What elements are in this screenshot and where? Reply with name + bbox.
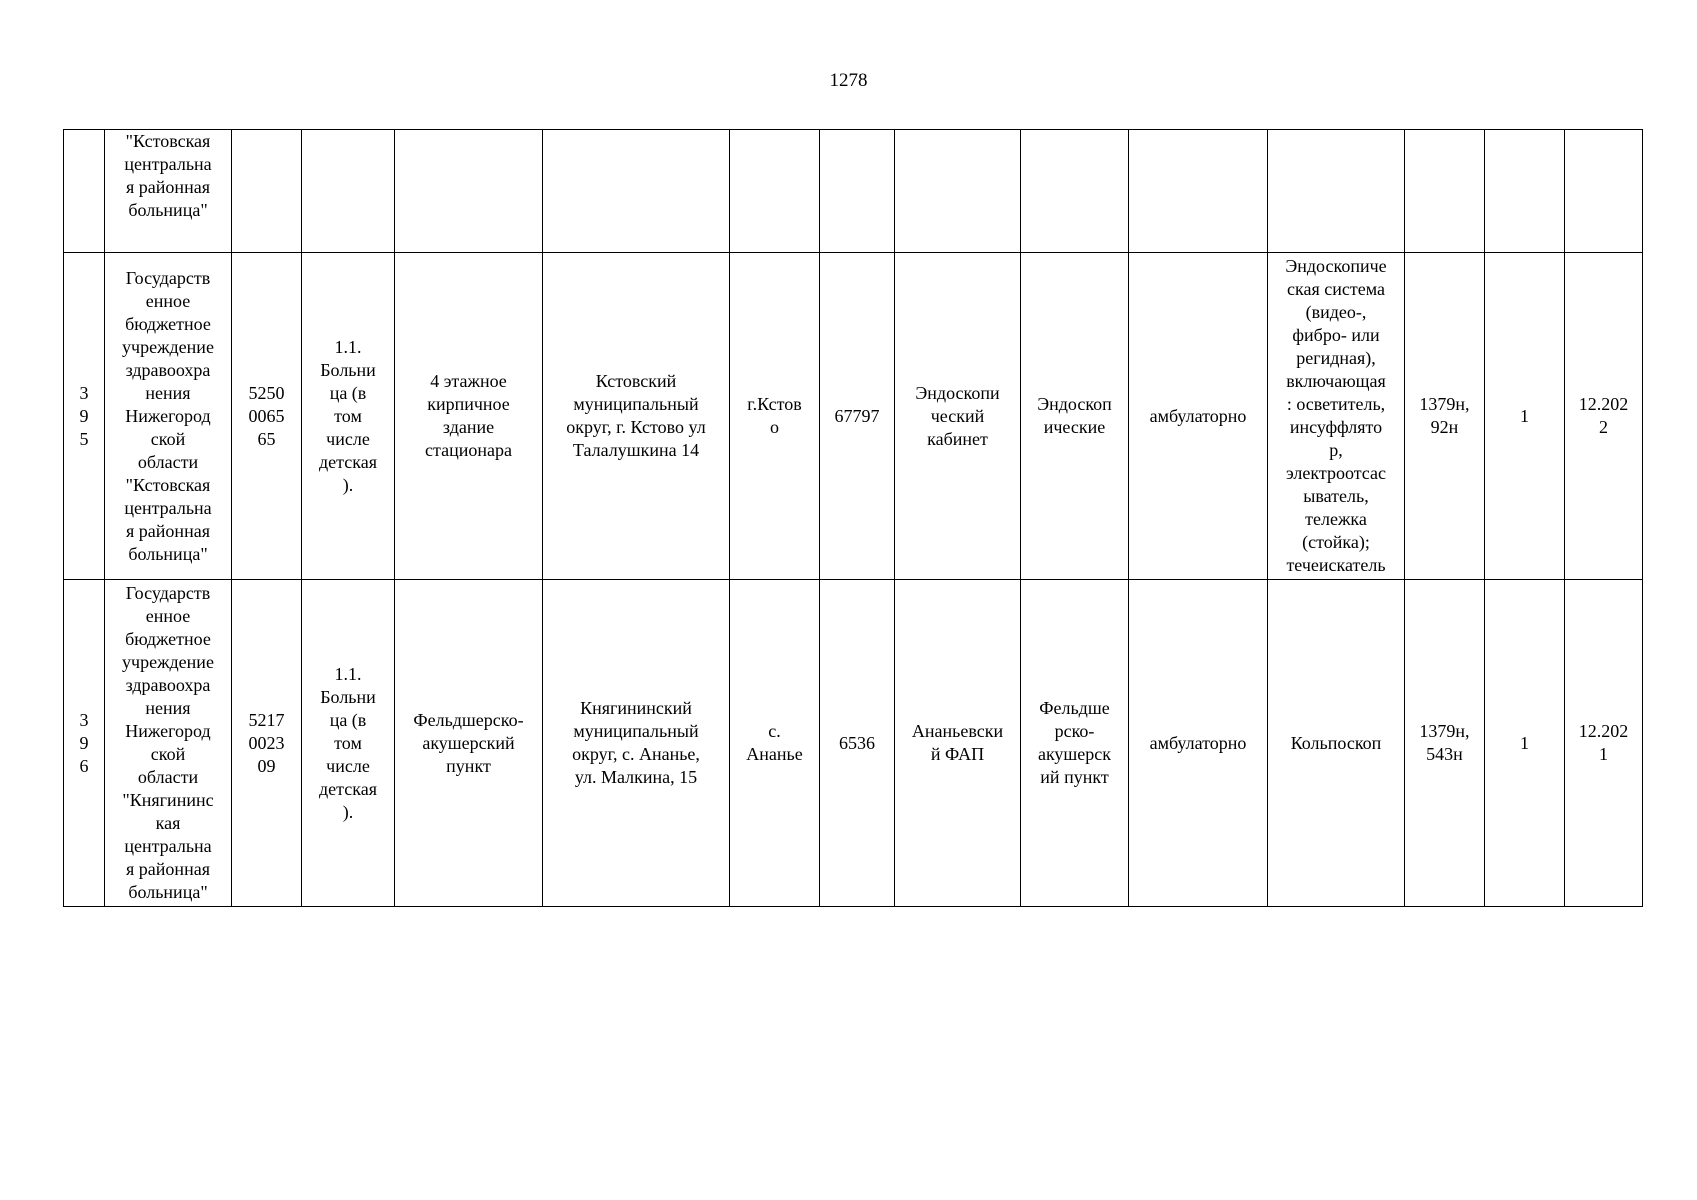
population-cell: 67797 <box>820 253 895 580</box>
table-row <box>64 253 1643 580</box>
condition-cell: амбулаторно <box>1129 580 1268 907</box>
address-cell: Кстовский муниципальный округ, г. Кстово ул Талалушкина 14 <box>543 253 730 580</box>
equipment-cell: Кольпоскоп <box>1268 580 1405 907</box>
organization-cell: "Кстовская центральна я районная больница" <box>105 130 232 253</box>
order-cell: 1379н, 543н <box>1405 580 1485 907</box>
page-number: 1278 <box>829 70 868 91</box>
quantity-cell <box>1485 130 1565 253</box>
inn-cell: 5217 0023 09 <box>232 580 302 907</box>
profile-cell: Эндоскоп ические <box>1021 253 1129 580</box>
equipment-cell: Эндоскопиче ская система (видео-, фибро- или регидная), включающая : осветитель, инсуффлято р, электроотсас ыватель, тележка (стойка); течеискатель <box>1268 253 1405 580</box>
date-cell: 12.202 1 <box>1565 580 1643 907</box>
quantity-cell: 1 <box>1485 580 1565 907</box>
row-number-cell: 3 9 6 <box>64 580 105 907</box>
quantity-cell: 1 <box>1485 253 1565 580</box>
profile-cell <box>1021 130 1129 253</box>
order-cell: 1379н, 92н <box>1405 253 1485 580</box>
address-cell: Княгининский муниципальный округ, с. Ананье, ул. Малкина, 15 <box>543 580 730 907</box>
profile-cell: Фельдше рско- акушерск ий пункт <box>1021 580 1129 907</box>
category-cell: 1.1. Больни ца (в том числе детская ). <box>302 253 395 580</box>
locality-cell: с. Ананье <box>730 580 820 907</box>
table-row <box>64 130 1643 253</box>
address-cell <box>543 130 730 253</box>
unit-cell <box>895 130 1021 253</box>
unit-cell: Эндоскопи ческий кабинет <box>895 253 1021 580</box>
building-cell: 4 этажное кирпичное здание стационара <box>395 253 543 580</box>
unit-cell: Ананьевски й ФАП <box>895 580 1021 907</box>
equipment-cell <box>1268 130 1405 253</box>
category-cell <box>302 130 395 253</box>
date-cell <box>1565 130 1643 253</box>
order-cell <box>1405 130 1485 253</box>
organization-cell: Государств енное бюджетное учреждение здравоохра нения Нижегород ской области "Княгининс кая центральна я районная больница" <box>105 580 232 907</box>
building-cell <box>395 130 543 253</box>
condition-cell: амбулаторно <box>1129 253 1268 580</box>
category-cell: 1.1. Больни ца (в том числе детская ). <box>302 580 395 907</box>
population-cell <box>820 130 895 253</box>
population-cell: 6536 <box>820 580 895 907</box>
locality-cell: г.Кстов о <box>730 253 820 580</box>
condition-cell <box>1129 130 1268 253</box>
row-number-cell: 3 9 5 <box>64 253 105 580</box>
organization-cell: Государств енное бюджетное учреждение здравоохра нения Нижегород ской области "Кстовская центральна я районная больница" <box>105 253 232 580</box>
row-number-cell <box>64 130 105 253</box>
register-table <box>63 129 1643 907</box>
locality-cell <box>730 130 820 253</box>
date-cell: 12.202 2 <box>1565 253 1643 580</box>
building-cell: Фельдшерско- акушерский пункт <box>395 580 543 907</box>
table-row <box>64 580 1643 907</box>
inn-cell: 5250 0065 65 <box>232 253 302 580</box>
inn-cell <box>232 130 302 253</box>
